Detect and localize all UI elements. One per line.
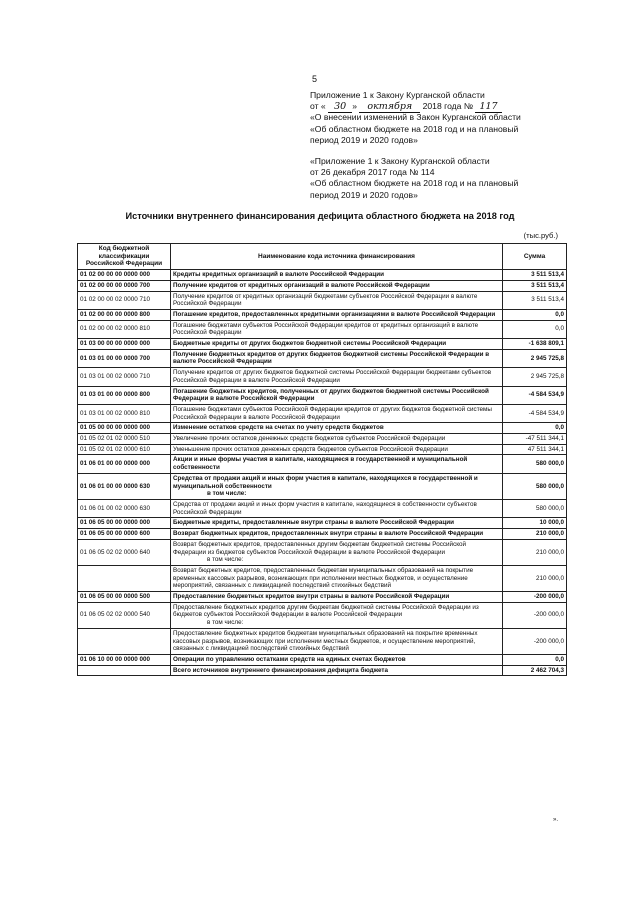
- row-name-text: Возврат бюджетных кредитов, предоставленных другим бюджетам бюджетной системы Российской Федерации из бюджетов субъектов Российской Федерации в валюте Российской Федерации: [173, 540, 467, 556]
- table-row: [78, 320, 567, 338]
- table-row: [78, 444, 567, 455]
- table-row: [78, 473, 567, 499]
- row-sum: 580 000,0: [503, 455, 567, 473]
- row-sum: 10 000,0: [503, 518, 567, 529]
- row-code: 01 03 01 00 00 0000 800: [78, 386, 171, 404]
- appendix-line: «Приложение 1 к Закону Курганской области: [310, 156, 490, 166]
- table-row: [78, 309, 567, 320]
- row-name: [171, 665, 503, 676]
- row-sum: 0,0: [503, 423, 567, 434]
- row-code: 01 05 00 00 00 0000 000: [78, 423, 171, 434]
- financing-table: [77, 243, 567, 676]
- appendix-line: период 2019 и 2020 годов»: [310, 134, 418, 145]
- row-name-text: Изменение остатков средств на счетах по учету средств бюджетов: [173, 424, 384, 432]
- row-code: 01 06 01 00 00 0000 000: [78, 455, 171, 473]
- table-row: [78, 565, 567, 591]
- row-name-text: Погашение бюджетами субъектов Российской Федерации кредитов от кредитных организаций в валюте Российской Федерации: [173, 321, 479, 337]
- row-name: [171, 291, 503, 309]
- table-row: [78, 592, 567, 603]
- row-code: 01 06 05 00 00 0000 500: [78, 592, 171, 603]
- row-code: 01 02 00 00 02 0000 810: [78, 320, 171, 338]
- appendix-line: «О внесении изменений в Закон Курганской области: [310, 112, 521, 123]
- row-name: [171, 602, 503, 628]
- row-code: 01 06 05 02 02 0000 540: [78, 602, 171, 628]
- row-code: [78, 665, 171, 676]
- row-name: [171, 499, 503, 517]
- row-sum: 3 511 513,4: [503, 270, 567, 281]
- row-subnote: в том числе:: [207, 556, 244, 564]
- row-sum: 580 000,0: [503, 499, 567, 517]
- table-header-row: [78, 244, 567, 270]
- row-sum: -200 000,0: [503, 628, 567, 654]
- row-sum: -200 000,0: [503, 592, 567, 603]
- row-code: 01 06 01 00 02 0000 630: [78, 499, 171, 517]
- row-name-text: Погашение бюджетами субъектов Российской Федерации кредитов от других бюджетов бюджетной системы Российской Федерации в валюте Российской Федерации: [173, 405, 492, 421]
- row-code: 01 02 00 00 00 0000 700: [78, 280, 171, 291]
- row-name-text: Бюджетные кредиты от других бюджетов бюджетной системы Российской Федерации: [173, 340, 447, 348]
- row-name-text: Погашение бюджетных кредитов, полученных от других бюджетов бюджетной системы Российской Федерации в валюте Российской Федерации: [173, 387, 489, 403]
- row-name-text: Получение кредитов от кредитных организаций в валюте Российской Федерации: [173, 281, 430, 289]
- row-name-text: Получение кредитов от других бюджетов бюджетной системы Российской Федерации бюджетами субъектов Российской Федерации в валюте Российской Федерации: [173, 369, 492, 384]
- sum-column-header: Сумма: [503, 244, 567, 270]
- table-row: [78, 339, 567, 350]
- appendix-line: период 2019 и 2020 годов»: [310, 189, 418, 200]
- row-name-text: Предоставление бюджетных кредитов внутри страны в валюте Российской Федерации: [173, 593, 450, 601]
- row-name: [171, 444, 503, 455]
- row-name: [171, 339, 503, 350]
- table-row: [78, 628, 567, 654]
- original-appendix-header: [310, 156, 518, 201]
- row-sum: -4 584 534,9: [503, 386, 567, 404]
- table-row: [78, 349, 567, 367]
- row-name-text: Получение кредитов от кредитных организаций бюджетами субъектов Российской Федерации в валюте Российской Федерации: [173, 292, 478, 308]
- table-row: [78, 386, 567, 404]
- row-name: [171, 309, 503, 320]
- row-name: [171, 320, 503, 338]
- row-code: 01 02 00 00 02 0000 710: [78, 291, 171, 309]
- row-code: 01 06 05 00 00 0000 000: [78, 518, 171, 529]
- row-sum: 3 511 513,4: [503, 280, 567, 291]
- row-name: [171, 539, 503, 565]
- row-code: 01 06 10 00 00 0000 000: [78, 654, 171, 665]
- row-sum: 580 000,0: [503, 473, 567, 499]
- row-name-text: Акции и иные формы участия в капитале, находящиеся в государственной и муниципальной собственности: [173, 456, 468, 472]
- row-name: [171, 565, 503, 591]
- table-row: [78, 499, 567, 517]
- row-sum: -200 000,0: [503, 602, 567, 628]
- year-text: 2018 года №: [422, 101, 474, 112]
- row-name-text: Погашение кредитов, предоставленных кредитными организациями в валюте Российской Федерации: [173, 310, 496, 318]
- table-row: [78, 270, 567, 281]
- row-code: 01 03 01 00 00 0000 700: [78, 349, 171, 367]
- row-code: [78, 628, 171, 654]
- table-row: [78, 423, 567, 434]
- appendix-line: от 26 декабря 2017 года № 114: [310, 167, 435, 178]
- table-row: [78, 602, 567, 628]
- row-name-text: Уменьшение прочих остатков денежных средств бюджетов субъектов Российской Федерации: [173, 445, 448, 453]
- row-name-text: Бюджетные кредиты, предоставленные внутри страны в валюте Российской Федерации: [173, 519, 454, 527]
- row-sum: 0,0: [503, 654, 567, 665]
- page-number: 5: [312, 74, 318, 84]
- row-name-text: Предоставление бюджетных кредитов другим бюджетам бюджетной системы Российской Федерации из бюджетов субъектов Российской Федерации в валюте Российской Федерации: [173, 603, 479, 619]
- row-sum: 2 945 725,8: [503, 349, 567, 367]
- row-name: [171, 368, 503, 386]
- code-column-header: Код бюджетной классификации Российской Федерации: [78, 244, 171, 270]
- table-row: [78, 434, 567, 445]
- row-code: 01 05 02 01 02 0000 610: [78, 444, 171, 455]
- row-name-text: Всего источников внутреннего финансирования дефицита бюджета: [173, 666, 389, 674]
- row-name-text: Кредиты кредитных организаций в валюте Российской Федерации: [173, 271, 384, 279]
- row-name-text: Средства от продажи акций и иных форм участия в капитале, находящихся в государственной и муниципальной собственности: [173, 474, 478, 490]
- appendix-line: Приложение 1 к Закону Курганской области: [310, 90, 485, 100]
- row-sum: 210 000,0: [503, 539, 567, 565]
- row-sum: 210 000,0: [503, 565, 567, 591]
- row-name: [171, 518, 503, 529]
- row-name-text: Возврат бюджетных кредитов, предоставленных бюджетам муниципальных образований на покрытие временных кассовых разрывов, возникающих при исполнении местных бюджетов, и осуществление мероприятий, связанных с ликвидацией последствий стихийных бедствий: [173, 566, 474, 590]
- row-code: [78, 565, 171, 591]
- row-sum: 0,0: [503, 320, 567, 338]
- closing-quote-mark: ».: [553, 817, 559, 823]
- table-row: [78, 665, 567, 676]
- table-row: [78, 404, 567, 422]
- row-name-text: Средства от продажи акций и иных форм участия в капитале, находящиеся в собственности субъектов Российской Федерации: [173, 500, 477, 516]
- row-name-text: Предоставление бюджетных кредитов бюджетам муниципальных образований на покрытие временных кассовых разрывов, возникающих при исполнении местных бюджетов, и осуществление мероприятий, связанных с ликвидацией последствий стихийных бедствий: [173, 629, 478, 653]
- row-name: [171, 473, 503, 499]
- row-sum: -4 584 534,9: [503, 404, 567, 422]
- row-name: [171, 529, 503, 540]
- row-name: [171, 654, 503, 665]
- row-name-text: Получение бюджетных кредитов от других бюджетов бюджетной системы Российской Федерации в валюте Российской Федерации: [173, 350, 490, 366]
- row-code: 01 05 02 01 02 0000 510: [78, 434, 171, 445]
- row-sum: 2 462 704,3: [503, 665, 567, 676]
- table-row: [78, 654, 567, 665]
- row-code: 01 06 05 00 00 0000 600: [78, 529, 171, 540]
- row-name: [171, 386, 503, 404]
- row-subnote: в том числе:: [207, 490, 247, 498]
- document-title: Источники внутреннего финансирования дефицита областного бюджета на 2018 год: [125, 211, 515, 221]
- row-sum: 2 945 725,8: [503, 368, 567, 386]
- row-code: 01 06 05 02 02 0000 640: [78, 539, 171, 565]
- table-row: [78, 518, 567, 529]
- appendix-header: [310, 90, 521, 146]
- units-label: (тыс.руб.): [523, 231, 558, 240]
- appendix-date-line: [310, 101, 521, 112]
- row-name: [171, 628, 503, 654]
- table-row: [78, 529, 567, 540]
- appendix-line: «Об областном бюджете на 2018 год и на плановый: [310, 123, 519, 134]
- row-sum: 210 000,0: [503, 529, 567, 540]
- table-row: [78, 368, 567, 386]
- row-code: 01 06 01 00 00 0000 630: [78, 473, 171, 499]
- table-body: [78, 270, 567, 676]
- row-sum: 47 511 344,1: [503, 444, 567, 455]
- date-prefix: от «: [310, 101, 326, 112]
- row-name: [171, 434, 503, 445]
- row-name-text: Операции по управлению остатками средств на единых счетах бюджетов: [173, 655, 406, 663]
- row-sum: 3 511 513,4: [503, 291, 567, 309]
- row-code: 01 02 00 00 00 0000 800: [78, 309, 171, 320]
- row-code: 01 03 00 00 00 0000 000: [78, 339, 171, 350]
- row-name-text: Увеличение прочих остатков денежных средств бюджетов субъектов Российской Федерации: [173, 435, 446, 443]
- handwritten-month: октября: [359, 101, 420, 113]
- name-column-header: Наименование кода источника финансирования: [171, 244, 503, 270]
- row-sum: -47 511 344,1: [503, 434, 567, 445]
- row-sum: -1 638 809,1: [503, 339, 567, 350]
- row-code: 01 02 00 00 00 0000 000: [78, 270, 171, 281]
- row-name: [171, 423, 503, 434]
- date-close: »: [352, 101, 357, 112]
- row-name: [171, 404, 503, 422]
- row-name-text: Возврат бюджетных кредитов, предоставленных внутри страны в валюте Российской Федерации: [173, 530, 484, 538]
- handwritten-day: 30: [328, 101, 352, 113]
- row-subnote: в том числе:: [207, 619, 244, 627]
- table-row: [78, 291, 567, 309]
- row-name: [171, 270, 503, 281]
- row-code: 01 03 01 00 02 0000 810: [78, 404, 171, 422]
- row-name: [171, 455, 503, 473]
- row-sum: 0,0: [503, 309, 567, 320]
- appendix-line: «Об областном бюджете на 2018 год и на плановый: [310, 178, 519, 189]
- table-row: [78, 455, 567, 473]
- row-name: [171, 592, 503, 603]
- row-code: 01 03 01 00 02 0000 710: [78, 368, 171, 386]
- table-row: [78, 539, 567, 565]
- table-row: [78, 280, 567, 291]
- row-name: [171, 349, 503, 367]
- handwritten-number: 117: [475, 101, 501, 113]
- row-name: [171, 280, 503, 291]
